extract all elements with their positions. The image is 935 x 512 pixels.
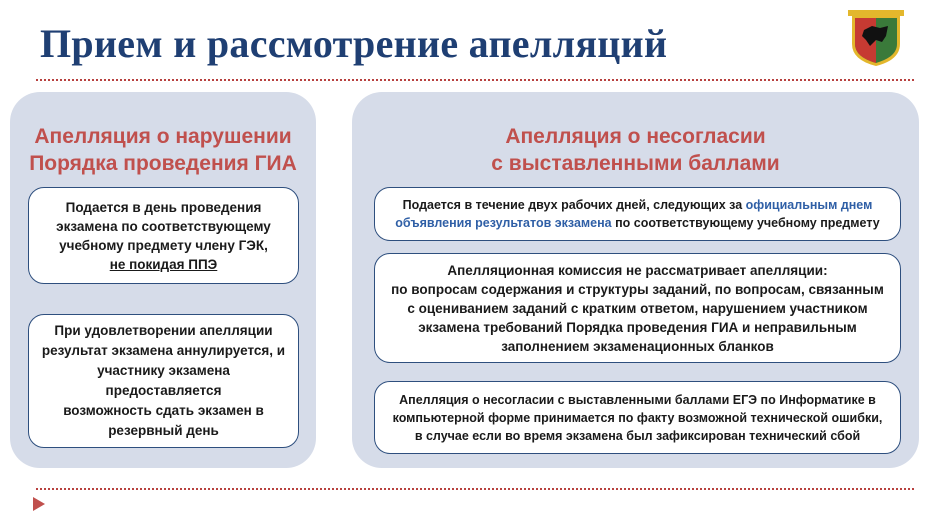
page-title: Прием и рассмотрение апелляций — [40, 21, 668, 66]
heading-line: Порядка проведения ГИА — [29, 152, 297, 175]
card-text-line: экзамена по соответствующему — [56, 218, 271, 234]
coat-of-arms-icon — [842, 6, 910, 68]
card-text-line: экзамена требований Порядка проведения ГИА и неправильным — [418, 319, 857, 335]
card-text-line: Апелляционная комиссия не рассматривает апелляции: — [447, 262, 828, 278]
card-text-line: результат экзамена аннулируется, и — [41, 343, 286, 358]
card-text-line: Апелляция о несогласии с выставленными баллами ЕГЭ по Информатике в — [399, 392, 876, 407]
card-submission-day — [28, 187, 299, 284]
card-text-line: возможность сдать экзамен в — [63, 403, 264, 418]
card-submission-period — [374, 187, 901, 241]
card-text: Подается в течение двух рабочих дней, следующих за — [402, 198, 746, 212]
card-text-line: учебному предмету члену ГЭК, — [59, 237, 268, 253]
card-text-line: заполнением экзаменационных бланков — [501, 338, 774, 354]
card-text-line: в случае если во время экзамена был зафиксирован технический сбой — [414, 428, 861, 443]
panel-violation-appeal — [10, 92, 316, 468]
heading-line: Апелляция о несогласии — [505, 125, 766, 148]
card-text-line: по вопросам содержания и структуры заданий, по вопросам, связанным — [391, 281, 884, 297]
card-text: по соответствующему учебному предмету — [611, 216, 880, 230]
card-text-line: резервный день — [108, 423, 219, 438]
highlight-official-day: официальным днем — [745, 198, 873, 212]
card-text-line: компьютерной форме принимается по факту возможной технической ошибки, — [392, 410, 883, 425]
card-text-line: участнику экзамена предоставляется — [97, 363, 230, 398]
highlight-results-announcement: объявления результатов экзамена — [395, 216, 612, 230]
panel-disagreement-appeal — [352, 92, 919, 468]
card-text-line: При удовлетворении апелляции — [54, 323, 273, 338]
triangle-arrow-icon — [33, 497, 45, 511]
panel-heading-disagreement — [352, 123, 919, 177]
footer-divider — [36, 488, 914, 490]
card-text-line: с оцениванием заданий с кратким ответом, нарушением участником — [407, 300, 868, 316]
title-divider — [36, 79, 914, 81]
card-text-underlined: не покидая ППЭ — [109, 256, 218, 272]
card-informatics-cbt — [374, 381, 901, 454]
heading-line: Апелляция о нарушении — [34, 125, 292, 148]
card-result-cancelled — [28, 314, 299, 448]
card-not-considered — [374, 253, 901, 363]
card-text-line: Подается в день проведения — [65, 199, 262, 215]
heading-line: с выставленными баллами — [491, 152, 780, 175]
panel-heading-violation — [10, 123, 316, 177]
